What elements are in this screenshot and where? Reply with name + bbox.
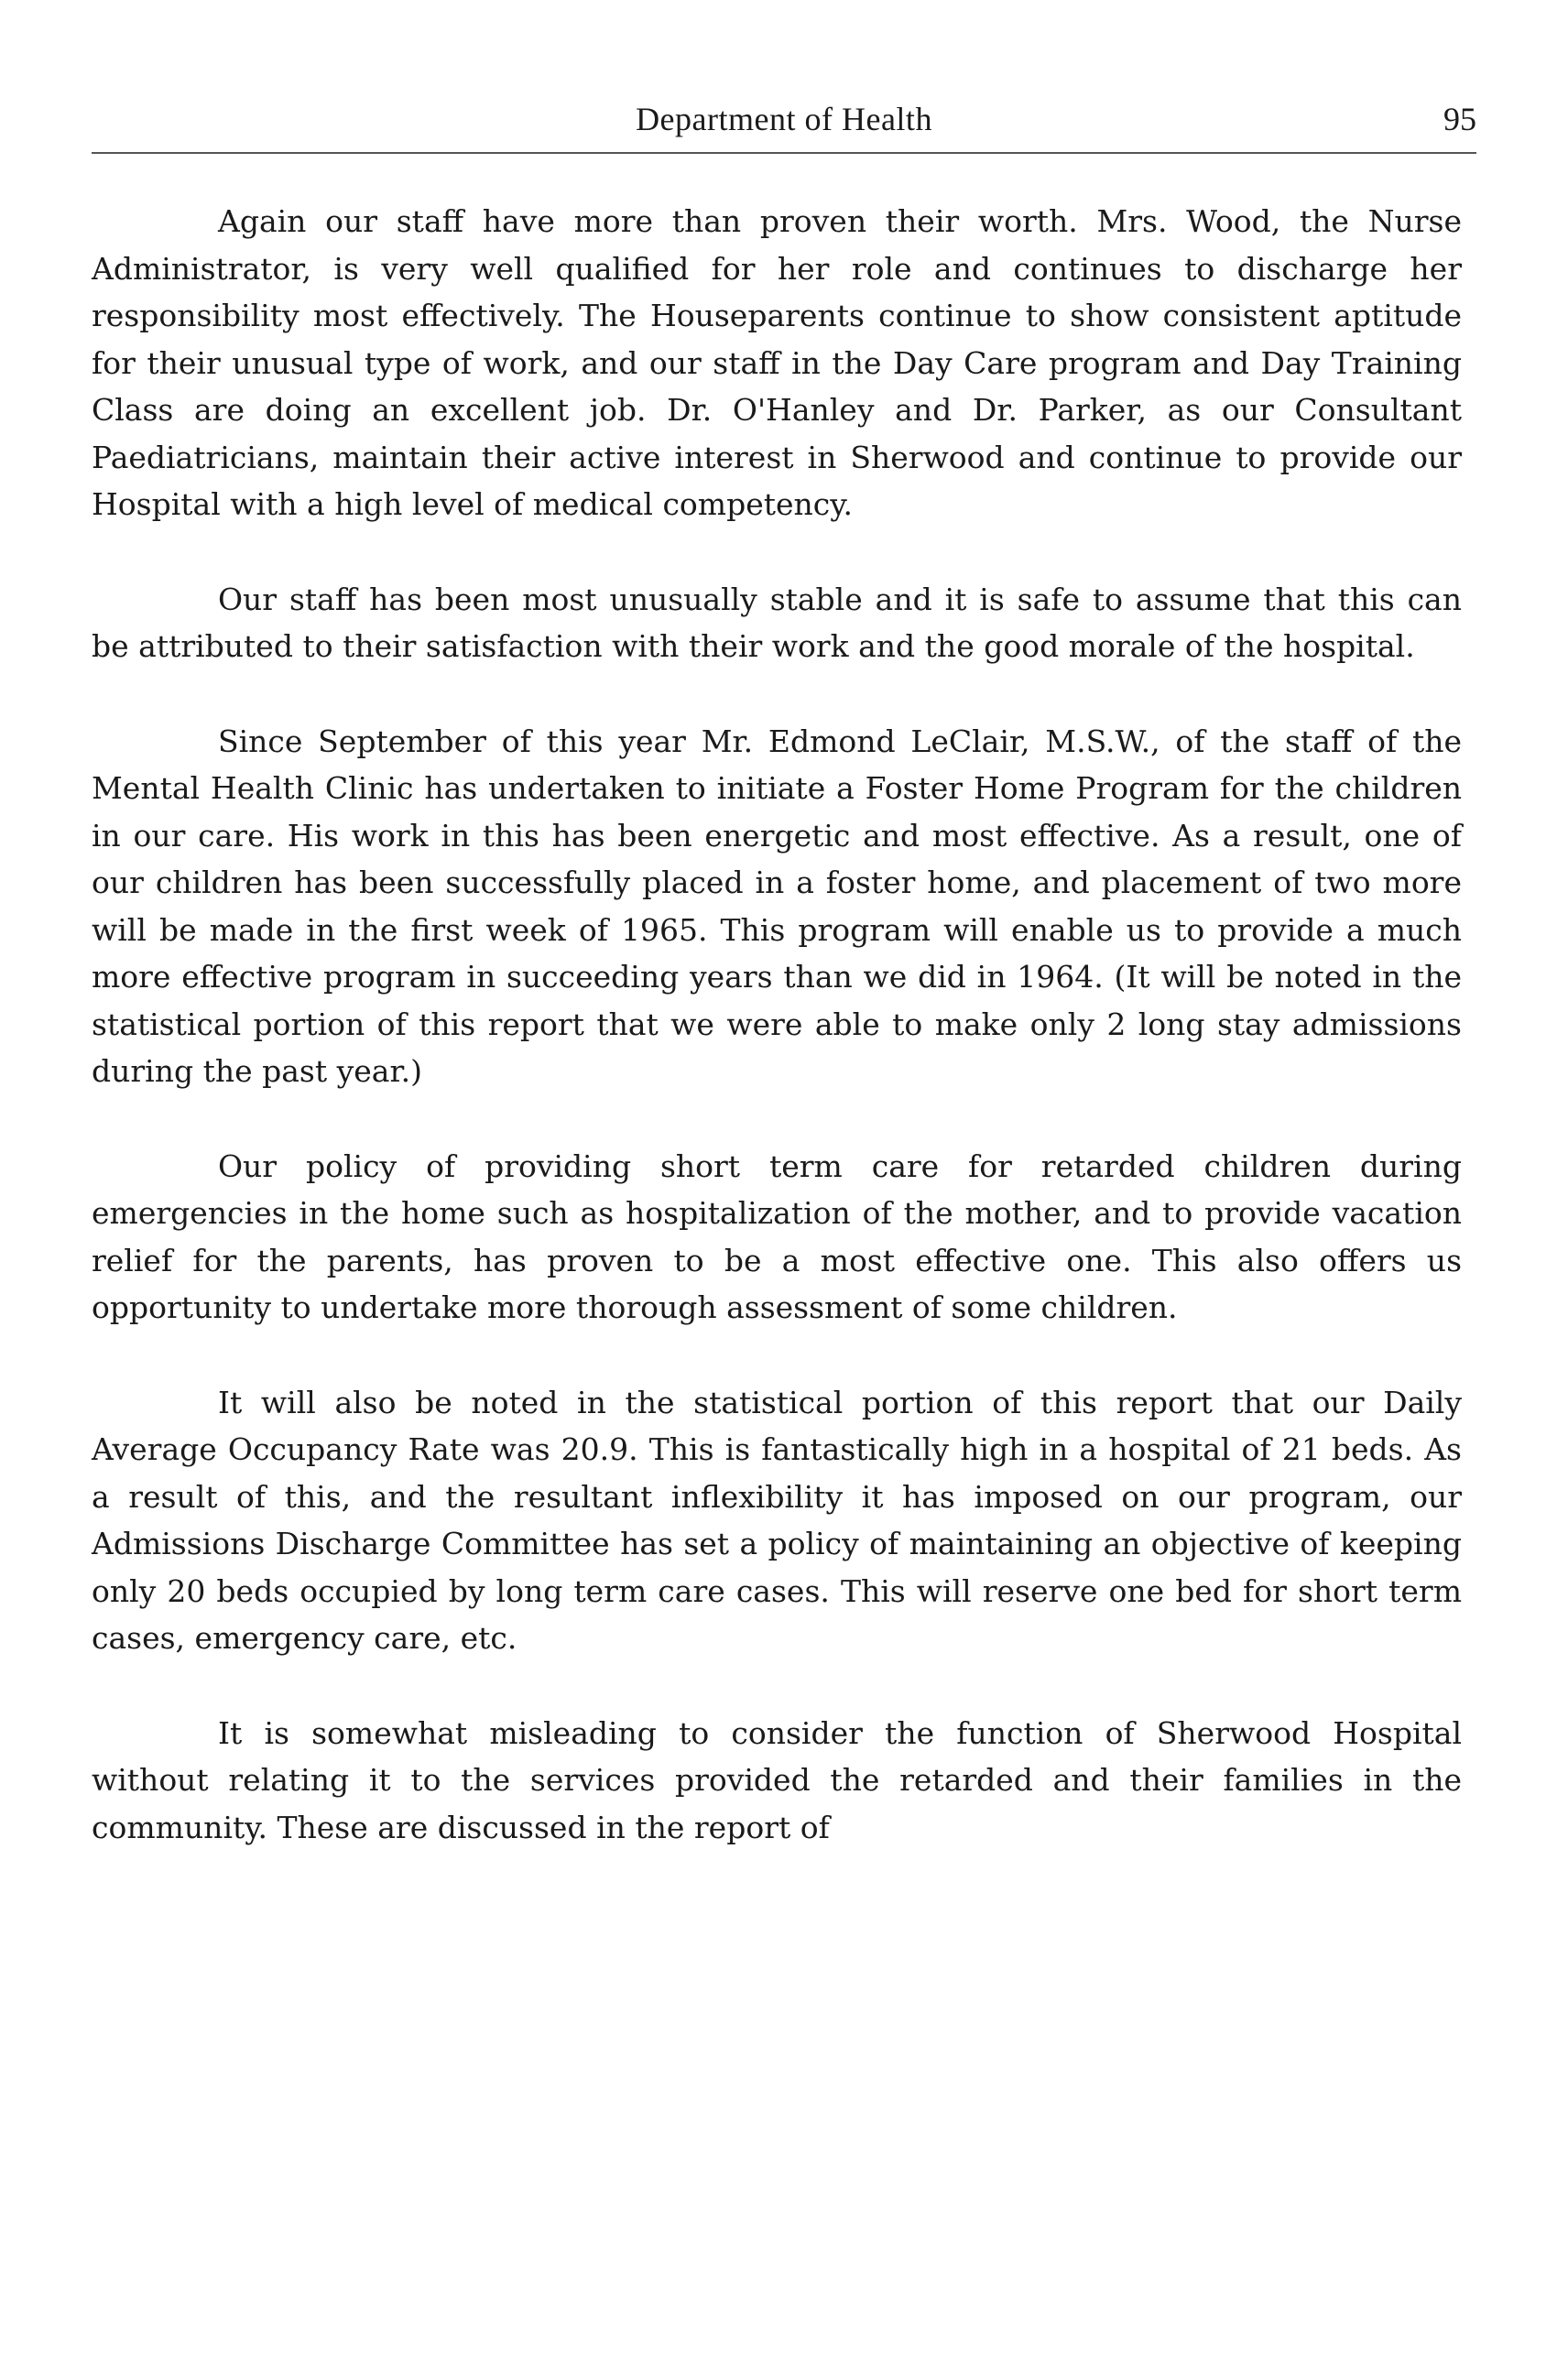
paragraph-foster-home-program: Since September of this year Mr. Edmond LeClair, M.S.W., of the staff of the Mental Health Clinic has undertaken to initiate a Foster Home Program for the children in our care. His work in this has been energetic and most effective. As a result, one of our children has been successfully placed in a foster home, and placement of two more will be made in the first week of 1965. This program will enable us to provide a much more effective program in succeeding years than we did in 1964. (It will be noted in the statistical portion of this report that we were able to make only 2 long stay admissions during the past year.) — [92, 723, 1462, 1089]
running-header — [92, 92, 1476, 147]
body-text — [92, 198, 1462, 1851]
paragraph-staff-stability: Our staff has been most unusually stable and it is safe to assume that this can be attributed to their satisfaction with their work and the good morale of the hospital. — [92, 581, 1462, 664]
paragraph-community-services: It is somewhat misleading to consider the function of Sherwood Hospital without relating it to the services provided the retarded and their families in the community. These are discussed in the report of — [92, 1714, 1462, 1845]
paragraph-staff-worth: Again our staff have more than proven their worth. Mrs. Wood, the Nurse Administrator, is very well qualified for her role and continues to discharge her responsibility most effectively. The Houseparents continue to show consistent aptitude for their unusual type of work, and our staff in the Day Care program and Day Training Class are doing an excellent job. Dr. O'Hanley and Dr. Parker, as our Consultant Paediatricians, maintain their active interest in Sherwood and continue to provide our Hospital with a high level of medical competency. — [92, 203, 1462, 522]
paragraph-occupancy-rate: It will also be noted in the statistical portion of this report that our Daily Average Occupancy Rate was 20.9. This is fantastically high in a hospital of 21 beds. As a result of this, and the resultant inflexibility it has imposed on our program, our Admissions Discharge Committee has set a policy of maintaining an objective of keeping only 20 beds occupied by long term care cases. This will reserve one bed for short term cases, emergency care, etc. — [92, 1384, 1462, 1656]
paragraph-short-term-care: Our policy of providing short term care for retarded children during emergencies in the home such as hospitalization of the mother, and to provide vacation relief for the parents, has proven to be a most effective one. This also offers us opportunity to undertake more thorough assessment of some children. — [92, 1147, 1462, 1325]
header-title: Department of Health — [636, 101, 932, 137]
header-rule — [92, 152, 1476, 154]
page-number: 95 — [1443, 101, 1476, 137]
